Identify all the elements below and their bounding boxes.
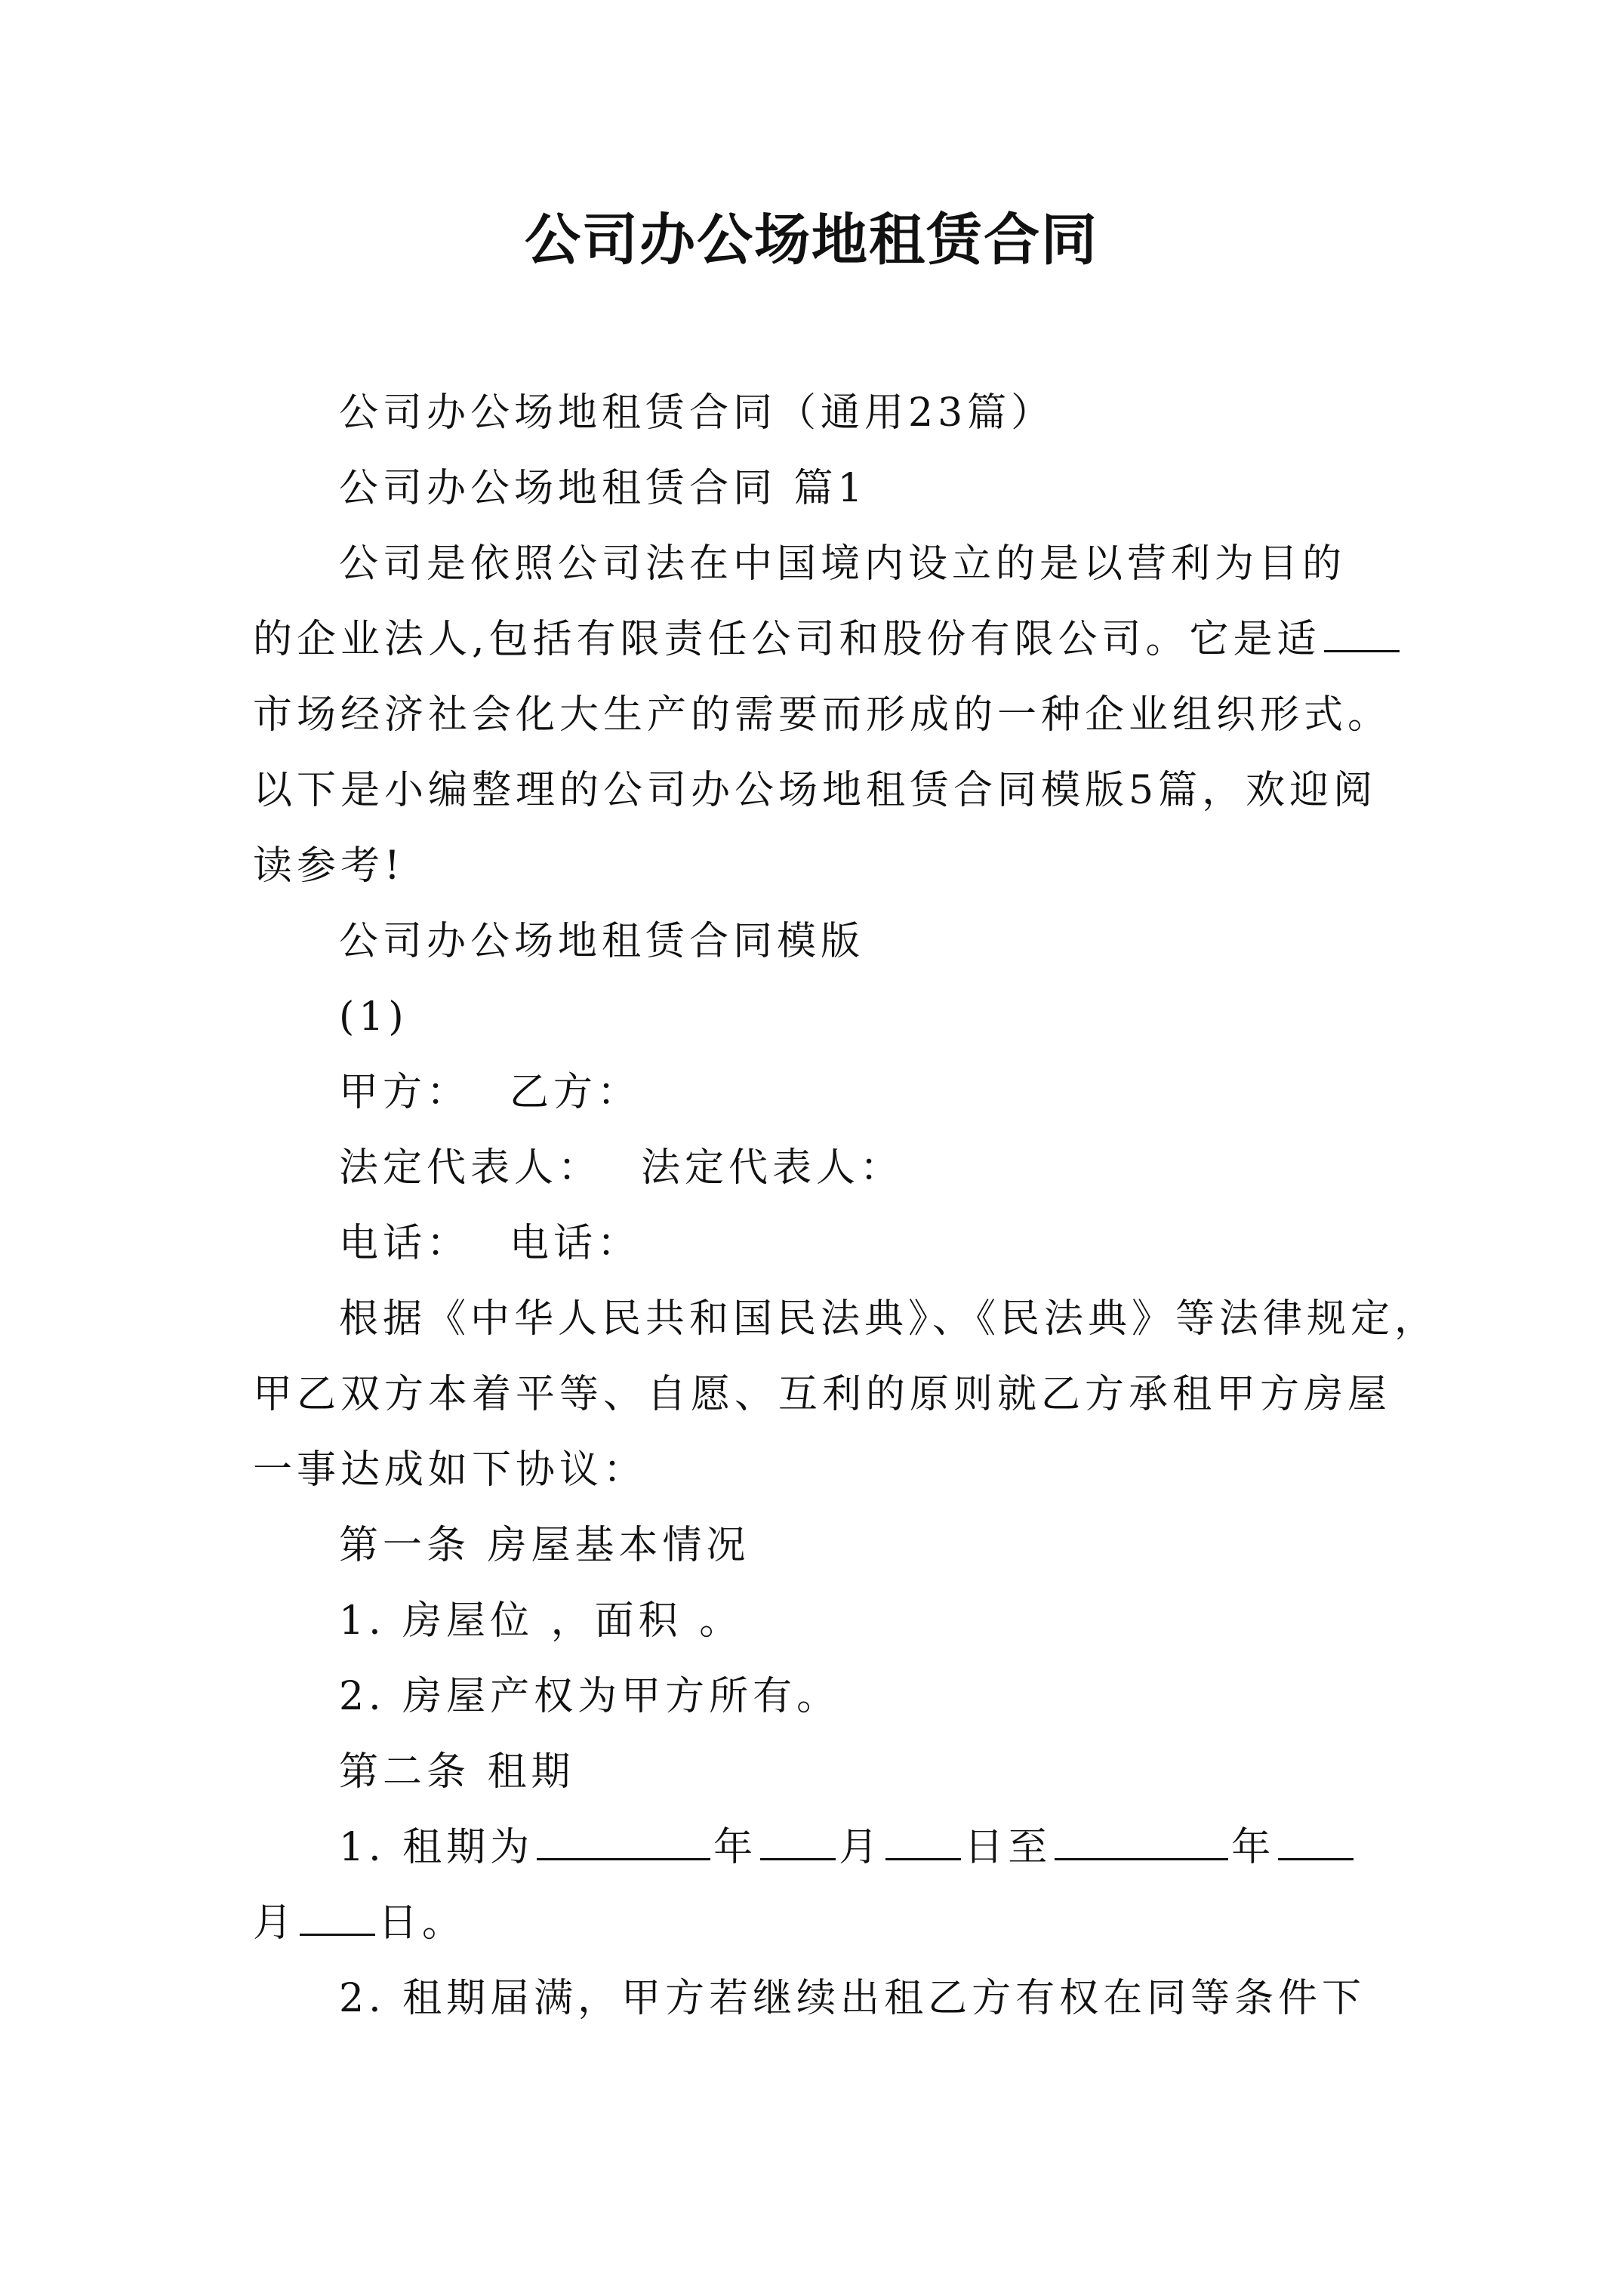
- party-b-label: 乙方：: [510, 1070, 642, 1115]
- party-a-phone-label: 电话：: [339, 1221, 471, 1266]
- intro-line-1: 公司是依照公司法在中国境内设立的是以营利为目的: [339, 541, 1347, 587]
- end-year-label: 年: [1231, 1825, 1276, 1870]
- start-month-label: 月: [839, 1825, 883, 1870]
- end-month-label: 月: [253, 1900, 297, 1946]
- start-year-blank: [537, 1822, 710, 1860]
- subtitle-paragraph: 公司办公场地租赁合同（通用23篇）: [339, 390, 1055, 436]
- agreement-line-3: 一事达成如下协议：: [253, 1447, 648, 1493]
- intro-line-3: 市场经济社会化大生产的需要而形成的一种企业组织形式。: [253, 692, 1392, 738]
- start-day-label: 日至: [964, 1825, 1052, 1870]
- intro-line-2: [253, 602, 1385, 677]
- document-title: 公司办公场地租赁合同: [525, 208, 1098, 273]
- intro-paragraph: [253, 526, 1392, 904]
- template-number: (1): [339, 994, 408, 1040]
- start-day-blank: [885, 1822, 961, 1860]
- agreement-line-2: 甲乙双方本着平等、自愿、互利的原则就乙方承租甲方房屋: [253, 1372, 1392, 1417]
- party-b-phone-label: 电话：: [510, 1221, 642, 1266]
- phone-line: [253, 1206, 1385, 1281]
- article-2-item-2: 2. 租期届满，甲方若继续出租乙方有权在同等条件下: [339, 1976, 1366, 2021]
- intro-line-2-text: 的企业法人,包括有限责任公司和股份有限公司。它是适: [253, 617, 1321, 662]
- end-day-label: 日。: [378, 1900, 467, 1946]
- party-a-label: 甲方：: [339, 1070, 471, 1115]
- template-heading: 公司办公场地租赁合同模版: [339, 919, 865, 964]
- lease-term-paragraph: [253, 1810, 1385, 1961]
- article-2-heading: 第二条 租期: [339, 1749, 575, 1795]
- agreement-line-1: 根据《中华人民共和国民法典》、《民法典》等法律规定，: [339, 1296, 1439, 1342]
- document-body: [253, 375, 1439, 2036]
- end-day-blank: [300, 1897, 375, 1936]
- lease-term-label: 1. 租期为: [339, 1825, 534, 1870]
- lease-term-line-1: [253, 1810, 1385, 1885]
- lease-term-line-2: [253, 1885, 1385, 1961]
- agreement-paragraph: [253, 1281, 1439, 1508]
- end-month-blank: [1278, 1822, 1354, 1860]
- party-b-representative-label: 法定代表人：: [641, 1145, 904, 1191]
- party-a-representative-label: 法定代表人：: [339, 1145, 602, 1191]
- fill-blank: [1324, 614, 1400, 652]
- article-1-item-2: 2. 房屋产权为甲方所有。: [339, 1674, 841, 1719]
- intro-line-5: 读参考!: [253, 843, 405, 889]
- representative-line: [253, 1130, 1385, 1206]
- section-heading-1: 公司办公场地租赁合同 篇1: [339, 466, 867, 511]
- start-month-blank: [760, 1822, 836, 1860]
- party-line: [253, 1055, 1385, 1130]
- start-year-label: 年: [713, 1825, 758, 1870]
- end-year-blank: [1055, 1822, 1228, 1860]
- intro-line-4: 以下是小编整理的公司办公场地租赁合同模版5篇，欢迎阅: [253, 768, 1378, 813]
- article-1-heading: 第一条 房屋基本情况: [339, 1523, 750, 1568]
- article-1-item-1: 1. 房屋位 ，面积 。: [339, 1598, 744, 1644]
